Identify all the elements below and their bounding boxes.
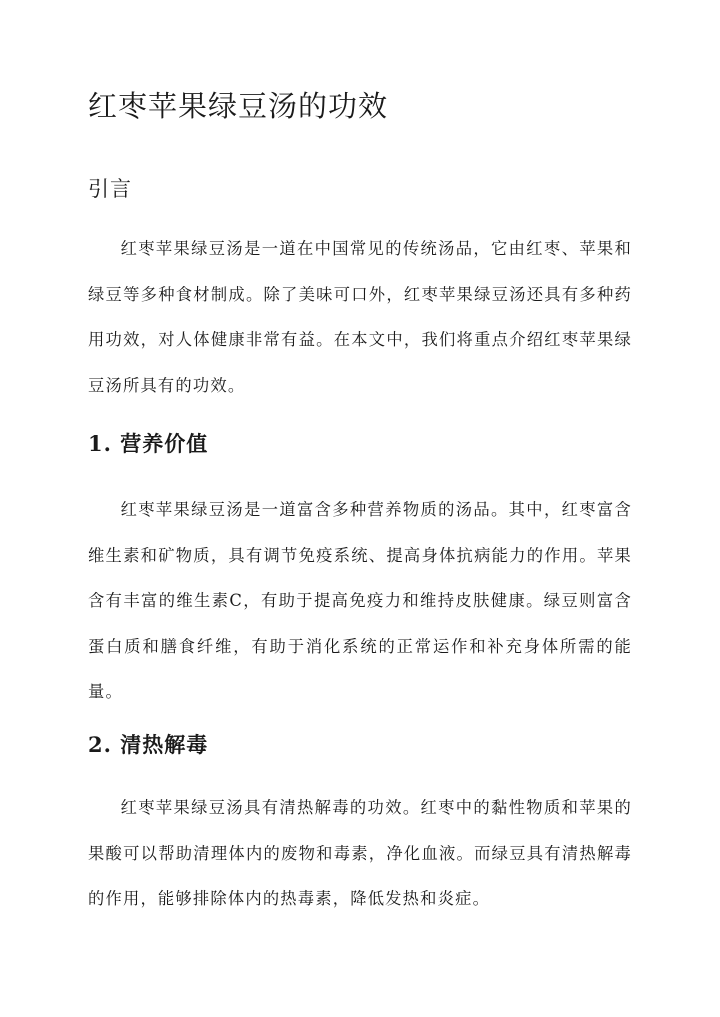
section-heading-introduction: 引言 bbox=[88, 177, 132, 201]
section-paragraph-detox: 红枣苹果绿豆汤具有清热解毒的功效。红枣中的黏性物质和苹果的果酸可以帮助清理体内的废物和毒素，净化血液。而绿豆具有清热解毒的作用，能够排除体内的热毒素，降低发热和炎症。 bbox=[88, 798, 632, 909]
section-heading-detox: 2. 清热解毒 bbox=[88, 732, 209, 757]
section-paragraph-introduction: 红枣苹果绿豆汤是一道在中国常见的传统汤品，它由红枣、苹果和绿豆等多种食材制成。除了美味可口外，红枣苹果绿豆汤还具有多种药用功效，对人体健康非常有益。在本文中，我们将重点介绍红枣苹果绿豆汤所具有的功效。 bbox=[88, 239, 632, 395]
document-title: 红枣苹果绿豆汤的功效 bbox=[88, 89, 389, 123]
section-heading-nutrition: 1. 营养价值 bbox=[88, 431, 209, 456]
section-paragraph-nutrition: 红枣苹果绿豆汤是一道富含多种营养物质的汤品。其中，红枣富含维生素和矿物质，具有调节免疫系统、提高身体抗病能力的作用。苹果含有丰富的维生素C，有助于提高免疫力和维持皮肤健康。绿豆则富含蛋白质和膳食纤维，有助于消化系统的正常运作和补充身体所需的能量。 bbox=[88, 500, 632, 702]
